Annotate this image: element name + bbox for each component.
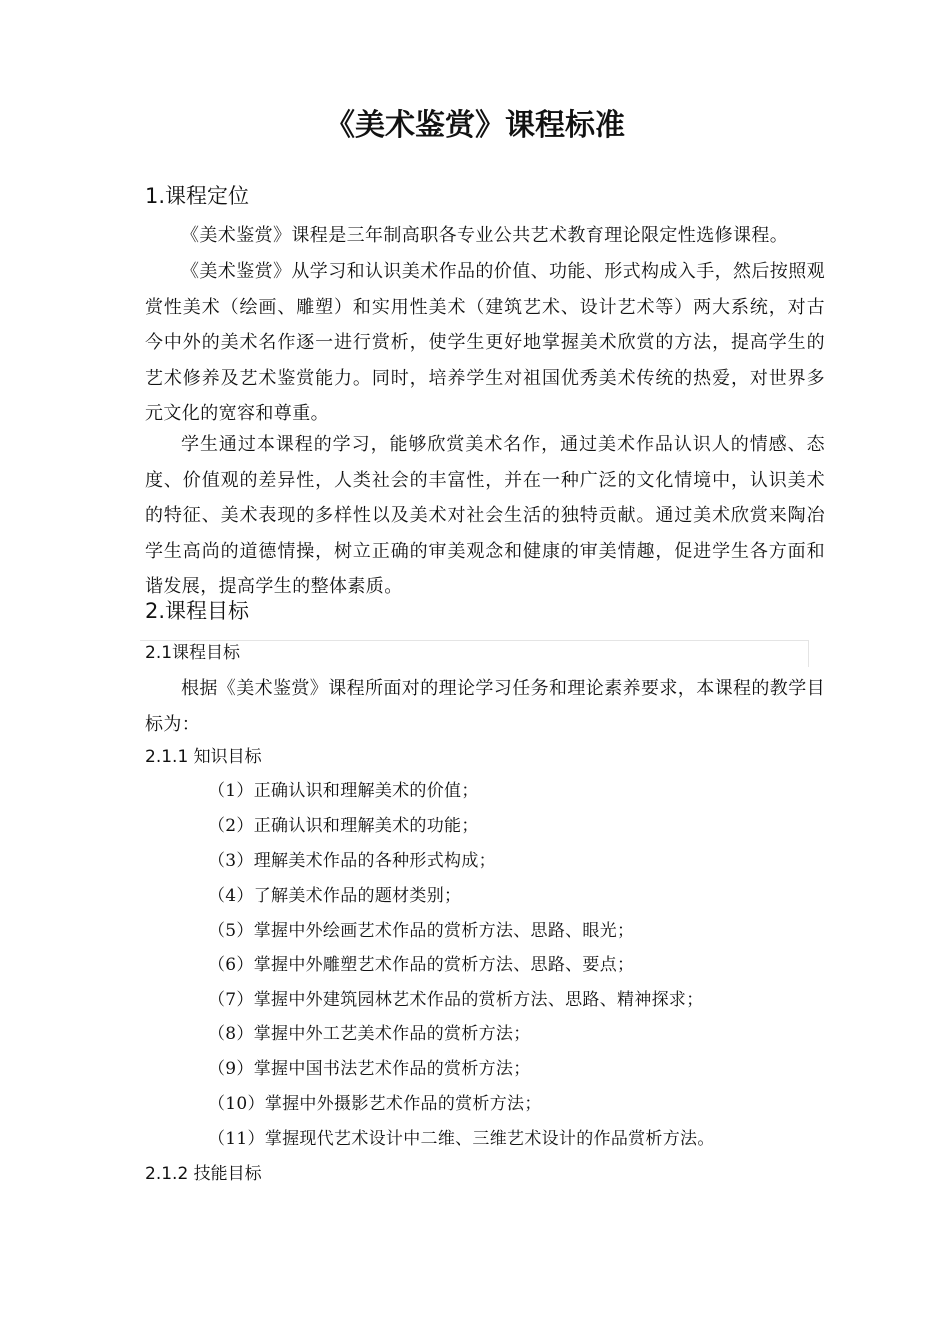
section-1-heading: 1.课程定位 [145,184,250,208]
knowledge-goal-item: （9）掌握中国书法艺术作品的赏析方法； [208,1059,531,1079]
knowledge-goal-item: （3）理解美术作品的各种形式构成； [208,851,496,871]
goals-intro-paragraph: 根据《美术鉴赏》课程所面对的理论学习任务和理论素养要求，本课程的教学目标为： [145,678,825,735]
section-1-paragraph-3: 学生通过本课程的学习，能够欣赏美术名作，通过美术作品认识人的情感、态度、价值观的差异性，人类社会的丰富性，并在一种广泛的文化情境中，认识美术的特征、美术表现的多样性以及美术对社会生活的独特贡献。通过美术欣赏来陶冶学生高尚的道德情操，树立正确的审美观念和健康的审美情趣，促进学生各方面和谐发展，提高学生的整体素质。 [145,434,825,597]
section-1-paragraph-1: 《美术鉴赏》课程是三年制高职各专业公共艺术教育理论限定性选修课程。 [181,225,789,246]
section-1-paragraph-2: 《美术鉴赏》从学习和认识美术作品的价值、功能、形式构成入手，然后按照观赏性美术（绘画、雕塑）和实用性美术（建筑艺术、设计艺术等）两大系统，对古今中外的美术名作逐一进行赏析，使学生更好地掌握美术欣赏的方法，提高学生的艺术修养及艺术鉴赏能力。同时，培养学生对祖国优秀美术传统的热爱，对世界多元文化的宽容和尊重。 [145,261,825,424]
knowledge-goal-item: （11）掌握现代艺术设计中二维、三维艺术设计的作品赏析方法。 [208,1129,715,1149]
knowledge-goal-item: （5）掌握中外绘画艺术作品的赏析方法、思路、眼光； [208,921,635,941]
skills-goals-heading: 2.1.2 技能目标 [145,1164,262,1184]
subsection-frame [140,640,809,667]
knowledge-goal-item: （1）正确认识和理解美术的价值； [208,781,479,801]
knowledge-goal-item: （2）正确认识和理解美术的功能； [208,816,479,836]
section-2-heading: 2.课程目标 [145,599,250,623]
knowledge-goal-item: （6）掌握中外雕塑艺术作品的赏析方法、思路、要点； [208,955,635,975]
knowledge-goal-item: （4）了解美术作品的题材类别； [208,886,462,906]
knowledge-goals-heading: 2.1.1 知识目标 [145,747,262,767]
knowledge-goal-item: （10）掌握中外摄影艺术作品的赏析方法； [208,1094,542,1114]
knowledge-goal-item: （7）掌握中外建筑园林艺术作品的赏析方法、思路、精神探求； [208,990,704,1010]
subsection-2-1-heading: 2.1课程目标 [145,643,241,663]
knowledge-goal-item: （8）掌握中外工艺美术作品的赏析方法； [208,1024,531,1044]
document-title: 《美术鉴赏》课程标准 [325,108,625,143]
